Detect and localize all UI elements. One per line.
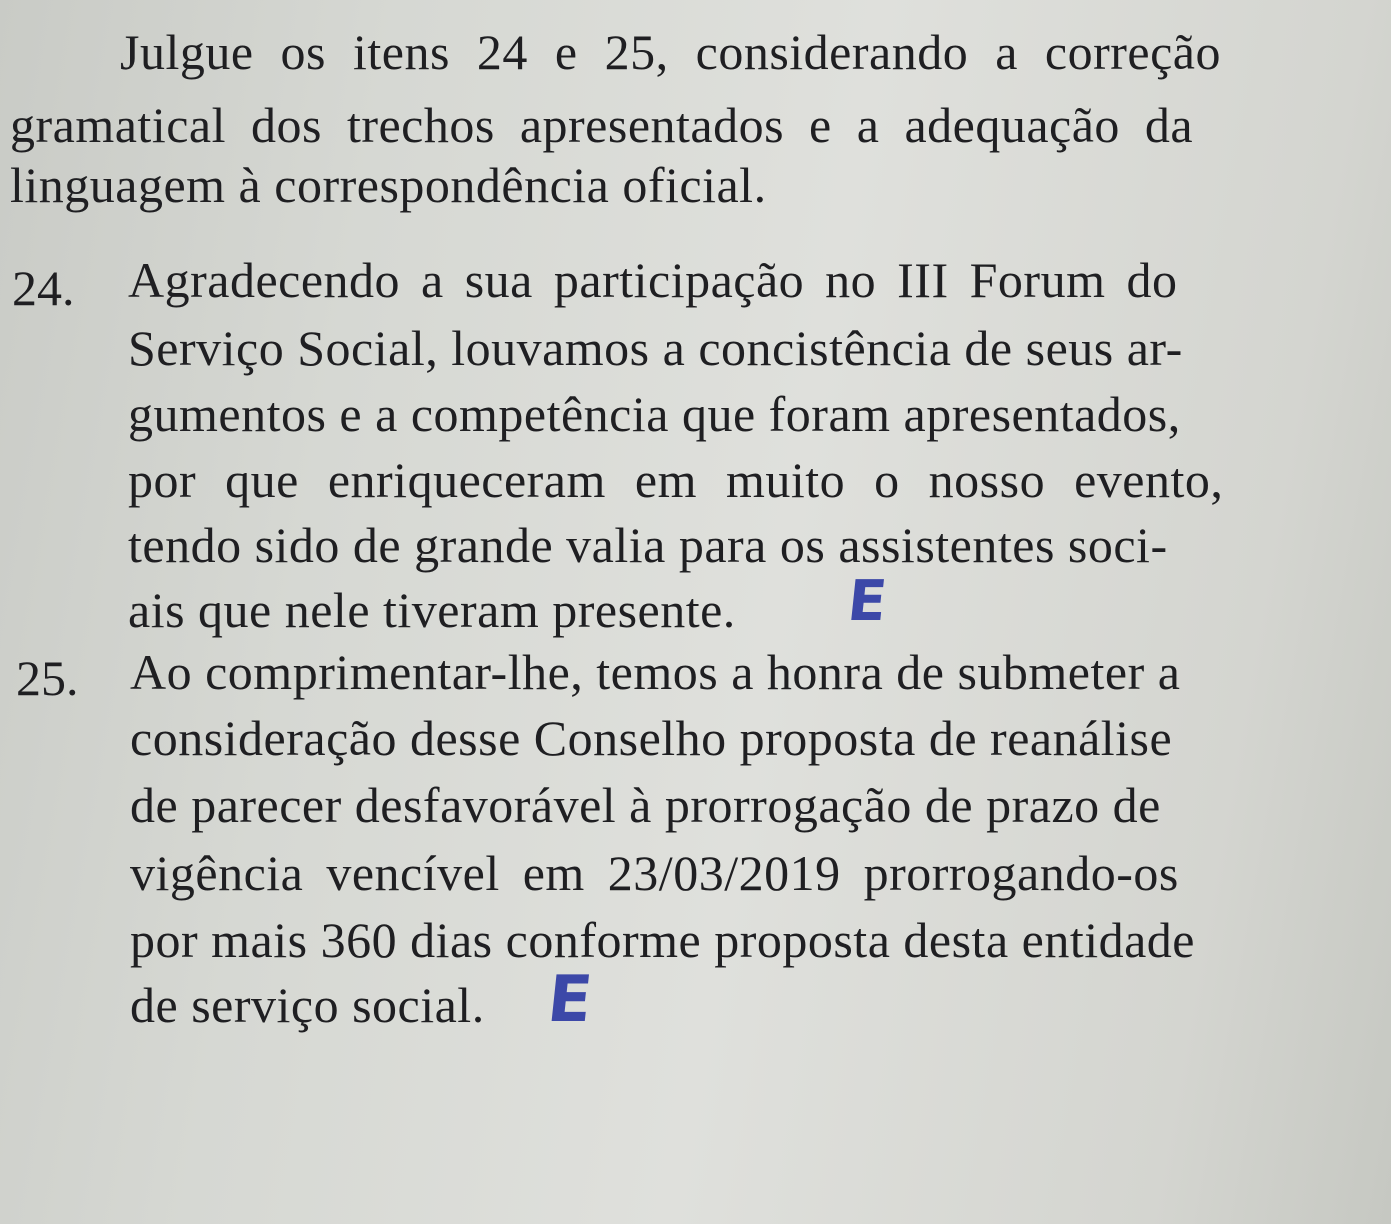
intro-line: Julgue os itens 24 e 25, considerando a correção — [120, 24, 1221, 80]
item-line: tendo sido de grande valia para os assistentes soci- — [128, 517, 1168, 573]
item-number: 24. — [12, 260, 75, 316]
item-line: Ao comprimentar-lhe, temos a honra de submeter a — [130, 644, 1181, 700]
item-line: de serviço social. — [130, 977, 485, 1033]
item-line: consideração desse Conselho proposta de reanálise — [130, 710, 1173, 766]
item-line: ais que nele tiveram presente. — [128, 582, 736, 638]
intro-line: linguagem à correspondência oficial. — [10, 157, 767, 213]
item-line: Agradecendo a sua participação no III Forum do — [128, 252, 1178, 308]
item-line: de parecer desfavorável à prorrogação de prazo de — [130, 777, 1161, 833]
item-line: Serviço Social, louvamos a concistência de seus ar- — [128, 320, 1183, 376]
intro-line: gramatical dos trechos apresentados e a adequação da — [10, 97, 1194, 153]
item-line: por que enriqueceram em muito o nosso evento, — [128, 452, 1224, 508]
item-line: por mais 360 dias conforme proposta desta entidade — [130, 912, 1195, 968]
handwritten-mark: E — [844, 569, 890, 634]
handwritten-mark: E — [544, 963, 596, 1037]
item-number: 25. — [16, 650, 79, 706]
item-line: vigência vencível em 23/03/2019 prorrogando-os — [130, 845, 1179, 901]
item-line: gumentos e a competência que foram apresentados, — [128, 386, 1181, 442]
